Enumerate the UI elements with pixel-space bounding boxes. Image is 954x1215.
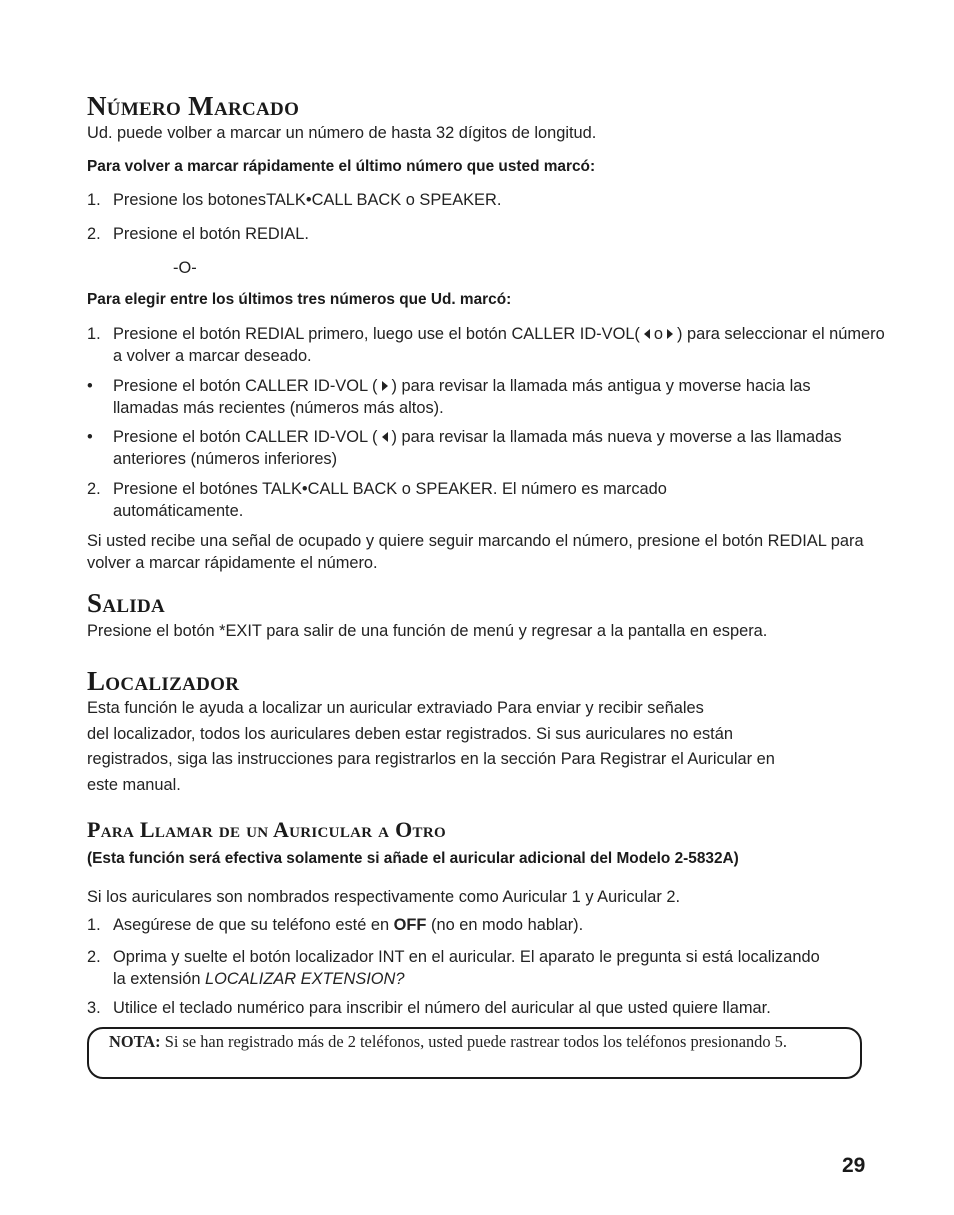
section-title-localizador: Localizador xyxy=(87,666,240,696)
section-title-numero-marcado: Número Marcado xyxy=(87,91,300,121)
section-title-salida: Salida xyxy=(87,588,166,618)
manual-page: Número Marcado Ud. puede volber a marcar un número de hasta 32 dígitos de longitud. Para volver a marcar rápidamente el último número que usted marcó: 1. Presione los botonesTALK•CALL BACK o SPEAKER. 2. Presione el botón REDIAL. -O- Para elegir entre los últimos tres números que Ud. marcó: 1. Presione el botón REDIAL primero, luego use el botón CALLER ID-VOL( o ) para seleccionar el número a volver a marcar deseado. • Presione el botón CALLER ID-VOL ( ) para revisar la llamada más antigua y moverse hacia las llamadas más recientes (números más altos). • Presione el botón CALLER ID-VOL ( ) para revisar la llamada más nueva y moverse a las llamadas anteriores (números inferiores) 2. Presione el botónes TALK•CALL BACK o SPEAKER. El número es marcado automáticamente. Si usted recibe una señal de ocupado y quiere seguir marcando el número, presione el botón REDIAL para volver a marcar rápidamente el número. Salida Presione el botón *EXIT para salir de una función de menú y regresar a la pantalla en espera. Localizador Esta función le ayuda a localizar un auricular extraviado Para enviar y recibir señales del localizador, todos los auriculares deben estar registrados. Si sus auriculares no están registrados, siga las instrucciones para registrarlos en la sección Para Registrar el Auricular en este manual. Para Llamar de un Auricular a Otro (Esta función será efectiva solamente si añade el auricular adicional del Modelo 2-5832A) Si los auriculares son nombrados respectivamente como Auricular 1 y Auricular 2. 1. Asegúrese de que su teléfono esté en OFF (no en modo hablar). 2. Oprima y suelte el botón localizador INT en el auricular. El aparato le pregunta si está localizando la extensión LOCALIZAR EXTENSION? 3. Utilice el teclado numérico para inscribir el número del auricular al que usted quiere llamar. NOTA: Si se han registrado más de 2 teléfonos, usted puede rastrear todos los teléfonos presionando 5. 29 xyxy=(0,0,954,1215)
llamar-intro: Si los auriculares son nombrados respectivamente como Auricular 1 y Auricular 2. xyxy=(87,888,681,906)
note-box xyxy=(87,1027,862,1079)
busy-signal-note: Si usted recibe una señal de ocupado y quiere seguir marcando el número, presione el botón REDIAL para volver a marcar rápidamente el número. xyxy=(87,532,864,572)
choose-step-2: 2. Presione el botónes TALK•CALL BACK o SPEAKER. El número es marcado automáticamente. xyxy=(87,480,667,520)
note-label: NOTA: xyxy=(109,1032,161,1051)
llamar-step-2: 2. Oprima y suelte el botón localizador INT en el auricular. El aparato le pregunta si está localizando la extensión LOCALIZAR EXTENSION? xyxy=(87,948,820,988)
or-separator: -O- xyxy=(173,259,197,277)
quick-redial-heading: Para volver a marcar rápidamente el último número que usted marcó: xyxy=(87,158,596,175)
bullet-item-older: • Presione el botón CALLER ID-VOL ( ) para revisar la llamada más antigua y moverse hacia las llamadas más recientes (números más altos). xyxy=(87,377,811,417)
choose-step-1: 1. Presione el botón REDIAL primero, luego use el botón CALLER ID-VOL( o ) para seleccionar el número a volver a marcar deseado. xyxy=(87,325,885,365)
note-text: NOTA: Si se han registrado más de 2 teléfonos, usted puede rastrear todos los teléfonos presionando 5. xyxy=(109,1032,787,1051)
triangle-right-icon xyxy=(667,329,673,339)
section-title-llamar-auricular: Para Llamar de un Auricular a Otro xyxy=(87,817,446,842)
triangle-left-icon xyxy=(382,432,388,442)
salida-text: Presione el botón *EXIT para salir de una función de menú y regresar a la pantalla en espera. xyxy=(87,622,768,640)
triangle-right-icon xyxy=(382,381,388,391)
page-number: 29 xyxy=(842,1154,866,1177)
localizador-text: Esta función le ayuda a localizar un auricular extraviado Para enviar y recibir señales del localizador, todos los auriculares deben estar registrados. Si sus auriculares no están registrados, siga las instrucciones para registrarlos en la sección Para Registrar el Auricular en este manual. xyxy=(87,699,775,794)
numero-marcado-intro: Ud. puede volber a marcar un número de hasta 32 dígitos de longitud. xyxy=(87,124,597,142)
choose-last-three-heading: Para elegir entre los últimos tres números que Ud. marcó: xyxy=(87,291,512,308)
triangle-left-icon xyxy=(644,329,650,339)
bullet-item-newer: • Presione el botón CALLER ID-VOL ( ) para revisar la llamada más nueva y moverse a las llamadas anteriores (números inferiores) xyxy=(87,428,842,468)
llamar-subtitle: (Esta función será efectiva solamente si añade el auricular adicional del Modelo 2-5832A) xyxy=(87,850,739,867)
